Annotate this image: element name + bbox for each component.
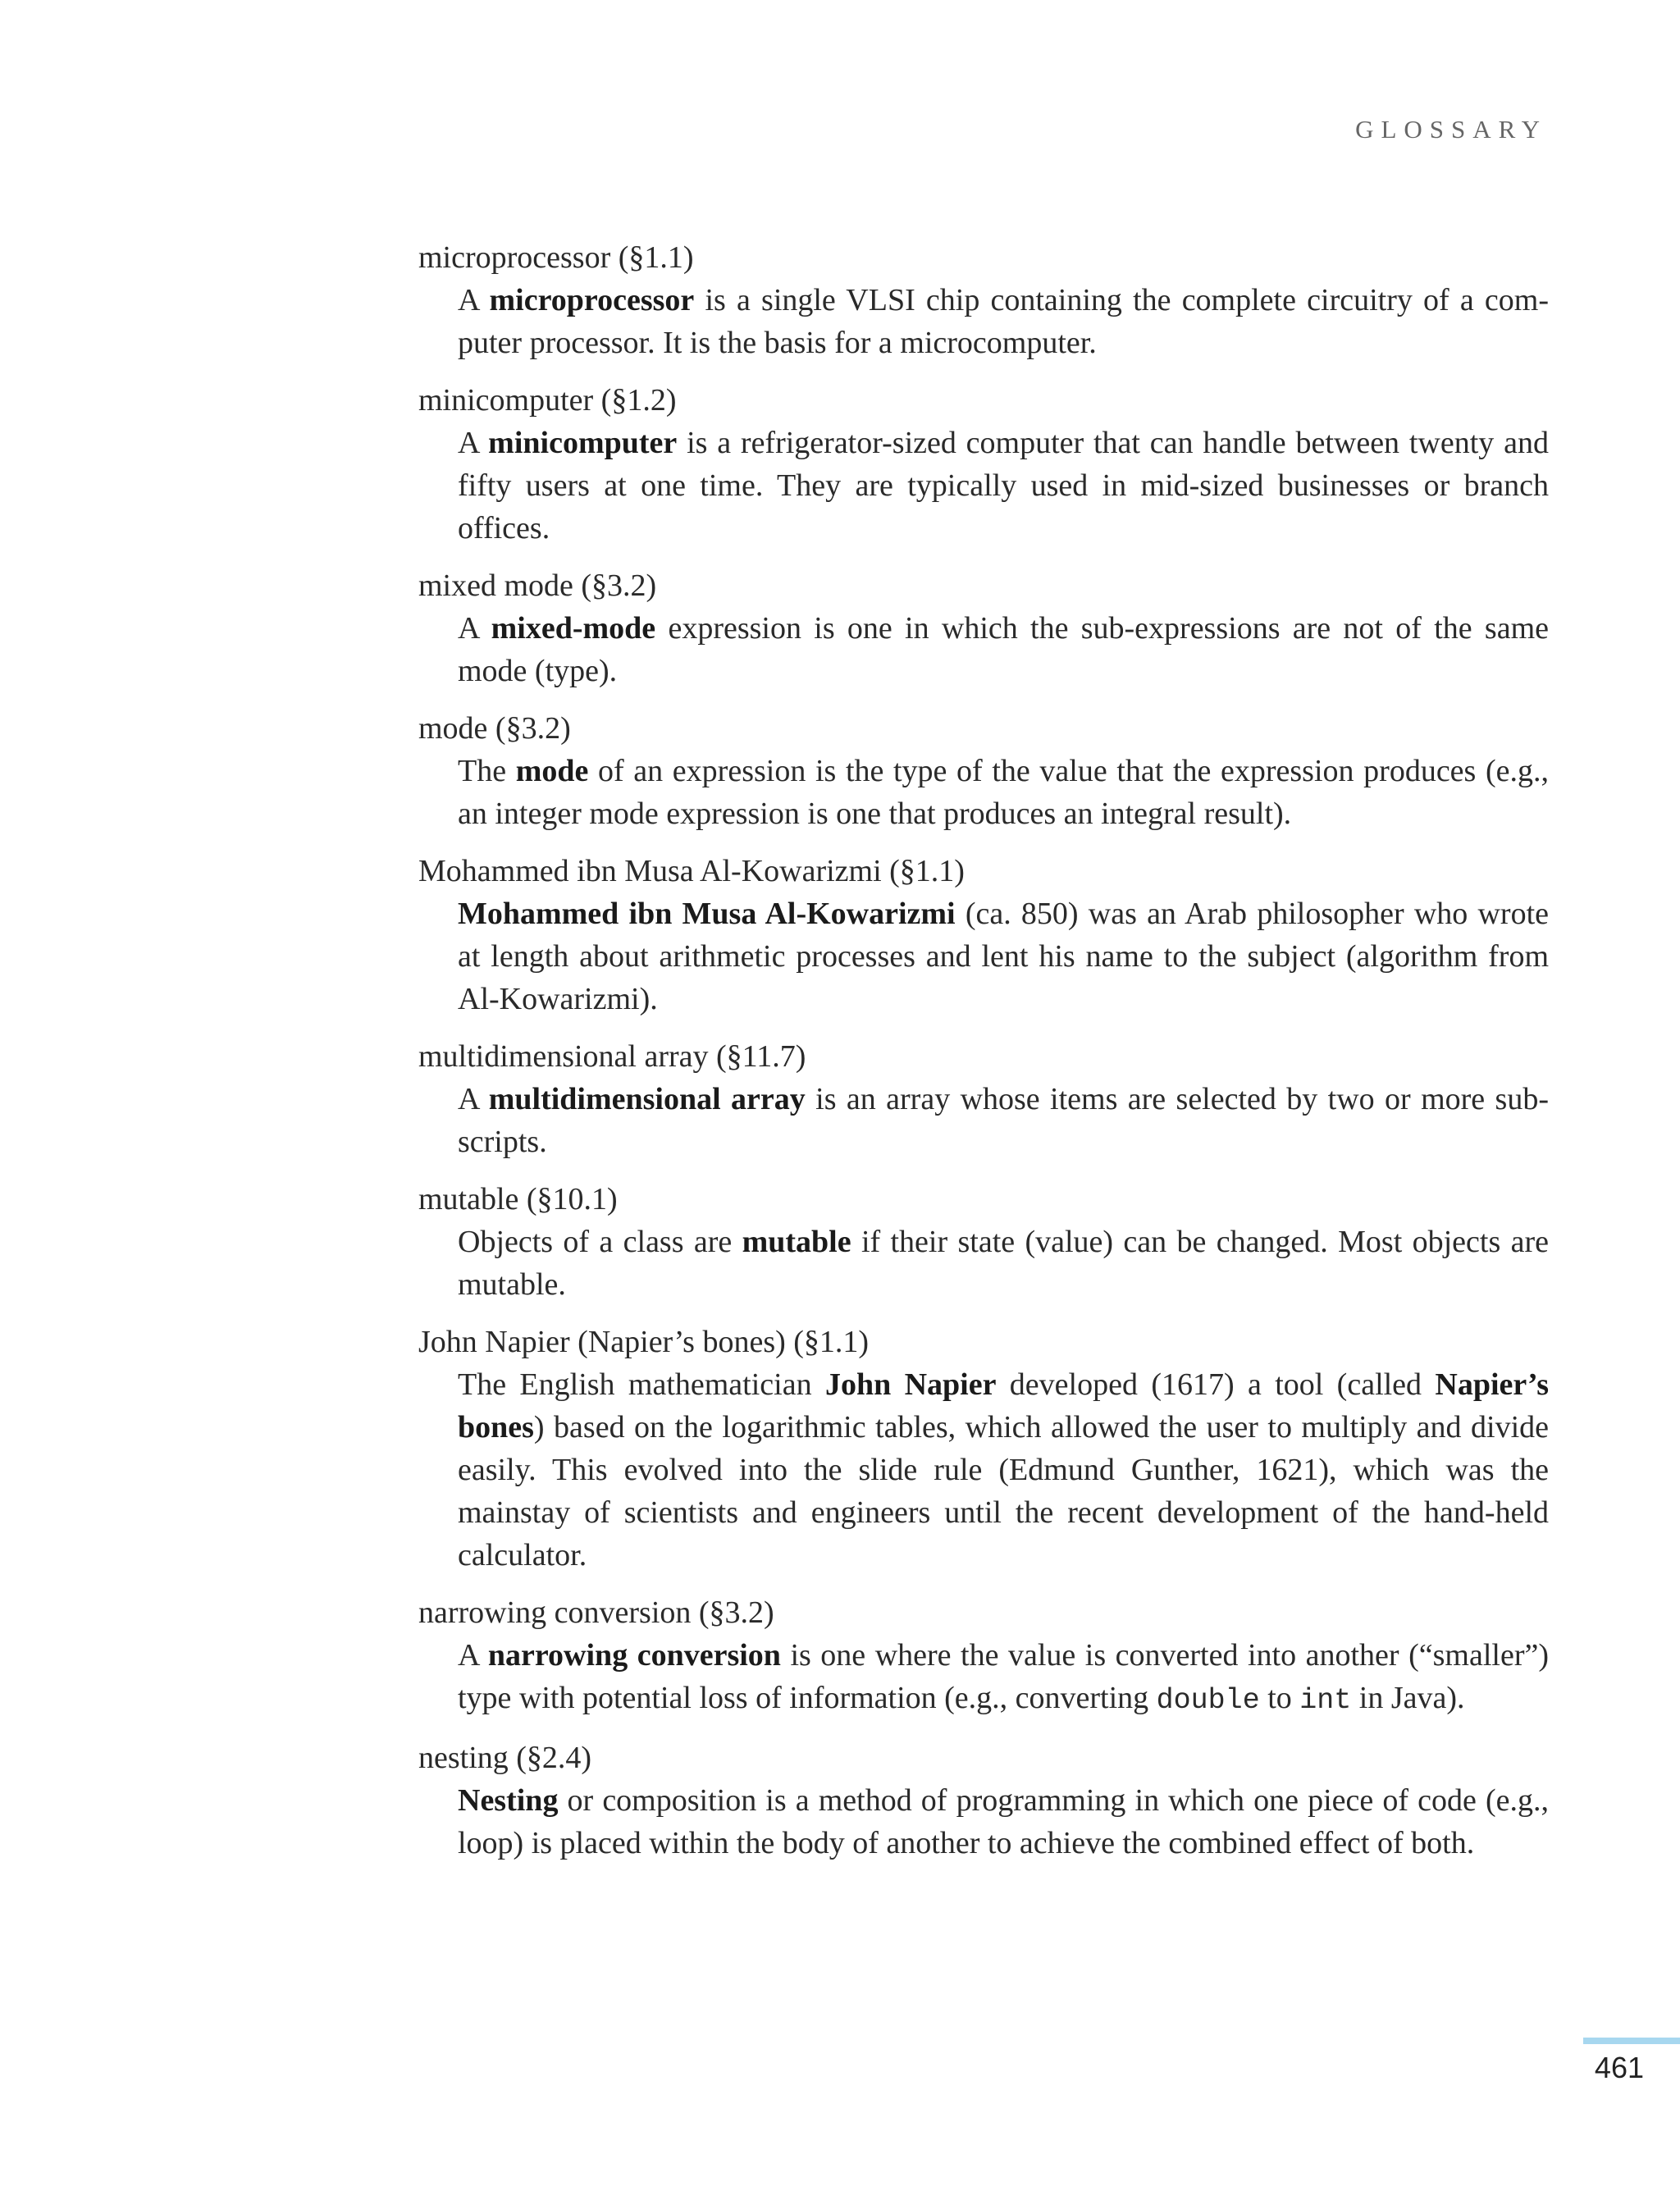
running-head: GLOSSARY	[1355, 115, 1547, 144]
glossary-term: minicomputer (§1.2)	[418, 383, 677, 418]
glossary-definition	[458, 1363, 1549, 1577]
definition-text: is a refrigerator-sized computer that can handle between twenty and fifty users at one time. They are typically used in mid-sized businesses or branch offices.	[458, 426, 1549, 545]
page-number-rule	[1583, 2038, 1680, 2044]
glossary-list	[418, 236, 1549, 1879]
glossary-definition	[458, 607, 1549, 692]
glossary-entry	[418, 379, 1549, 550]
definition-text: if their state (value) can be changed. Most objects are mutable.	[458, 1225, 1549, 1302]
definition-text: The	[458, 754, 516, 788]
definition-text: is one where the value is converted into another (“smaller”) type with potential loss of information (e.g., converting	[458, 1638, 1549, 1715]
definition-text: ) based on the logarithmic tables, which allowed the user to multiply and divide easily. This evolved into the slide rule (Edmund Gunther, 1621), which was the mainstay of scientists and engineers until the recent development of the hand-held calculator.	[458, 1410, 1549, 1572]
glossary-term: multidimensional array (§11.7)	[418, 1039, 806, 1074]
definition-text: A	[458, 1082, 489, 1116]
glossary-entry	[418, 1178, 1549, 1306]
definition-text: (ca. 850) was an Arab philosopher who wrote at length about arithmetic processes and lent his name to the subject (algorithm from Al-Kowarizmi).	[458, 897, 1550, 1016]
glossary-term: mode (§3.2)	[418, 711, 571, 746]
glossary-definition	[458, 1221, 1549, 1306]
definition-text: Objects of a class are	[458, 1225, 742, 1259]
definition-text: developed (1617) a tool (called	[996, 1367, 1436, 1402]
definition-text: A	[458, 1638, 488, 1673]
glossary-definition	[458, 892, 1549, 1020]
defined-term: John Napier	[824, 1367, 997, 1402]
definition-text: expression is one in which the sub-expressions are not of the same mode (type).	[458, 611, 1549, 688]
glossary-definition	[458, 750, 1549, 835]
definition-text: is a single VLSI chip containing the complete circuitry of a computer processor. It is the basis for a microcomputer.	[458, 283, 1549, 360]
glossary-definition	[458, 279, 1549, 364]
glossary-term: John Napier (Napier’s bones) (§1.1)	[418, 1325, 870, 1359]
defined-term: mutable	[742, 1225, 851, 1259]
code-keyword: double	[1156, 1684, 1260, 1717]
definition-text: to	[1259, 1681, 1300, 1715]
defined-term: Napier’s bones	[458, 1367, 1549, 1445]
definition-text: A	[458, 283, 490, 317]
definition-text: A	[458, 611, 491, 646]
defined-term: microprocessor	[489, 283, 695, 317]
glossary-entry	[418, 1035, 1549, 1163]
glossary-entry	[418, 707, 1549, 835]
glossary-entry	[418, 236, 1549, 364]
glossary-term: mixed mode (§3.2)	[418, 568, 657, 603]
glossary-definition	[458, 1634, 1549, 1722]
glossary-entry	[418, 1737, 1549, 1864]
glossary-entry	[418, 564, 1549, 692]
definition-text: is an array whose items are selected by two or more subscripts.	[458, 1082, 1549, 1159]
glossary-definition	[458, 1078, 1549, 1163]
glossary-entry	[418, 1321, 1549, 1577]
code-keyword: int	[1299, 1684, 1352, 1717]
glossary-entry	[418, 850, 1549, 1020]
defined-term: multidimensional array	[488, 1082, 806, 1116]
definition-text: The English mathematician	[458, 1367, 825, 1402]
glossary-entry	[418, 1591, 1549, 1722]
defined-term: narrowing conversion	[487, 1638, 781, 1673]
definition-text: of an expression is the type of the value that the expression produces (e.g., an integer mode expression is one that produces an integral result).	[458, 754, 1549, 831]
glossary-definition	[458, 422, 1549, 550]
glossary-definition	[458, 1779, 1549, 1864]
definition-text: in Java).	[1351, 1681, 1465, 1715]
glossary-term: nesting (§2.4)	[418, 1741, 592, 1775]
defined-term: mixed-mode	[491, 611, 656, 646]
glossary-term: Mohammed ibn Musa Al-Kowarizmi (§1.1)	[418, 854, 965, 888]
defined-term: Mohammed ibn Musa Al-Kowarizmi	[458, 897, 956, 931]
definition-text: A	[458, 426, 489, 460]
glossary-term: mutable (§10.1)	[418, 1182, 618, 1216]
page-number: 461	[1594, 2051, 1644, 2084]
defined-term: minicomputer	[488, 426, 678, 460]
defined-term: Nesting	[458, 1783, 559, 1818]
glossary-term: microprocessor (§1.1)	[418, 240, 694, 275]
defined-term: mode	[515, 754, 589, 788]
definition-text: or composition is a method of programming in which one piece of code (e.g., loop) is placed within the body of another to achieve the combined effect of both.	[458, 1783, 1549, 1860]
glossary-term: narrowing conversion (§3.2)	[418, 1595, 774, 1630]
